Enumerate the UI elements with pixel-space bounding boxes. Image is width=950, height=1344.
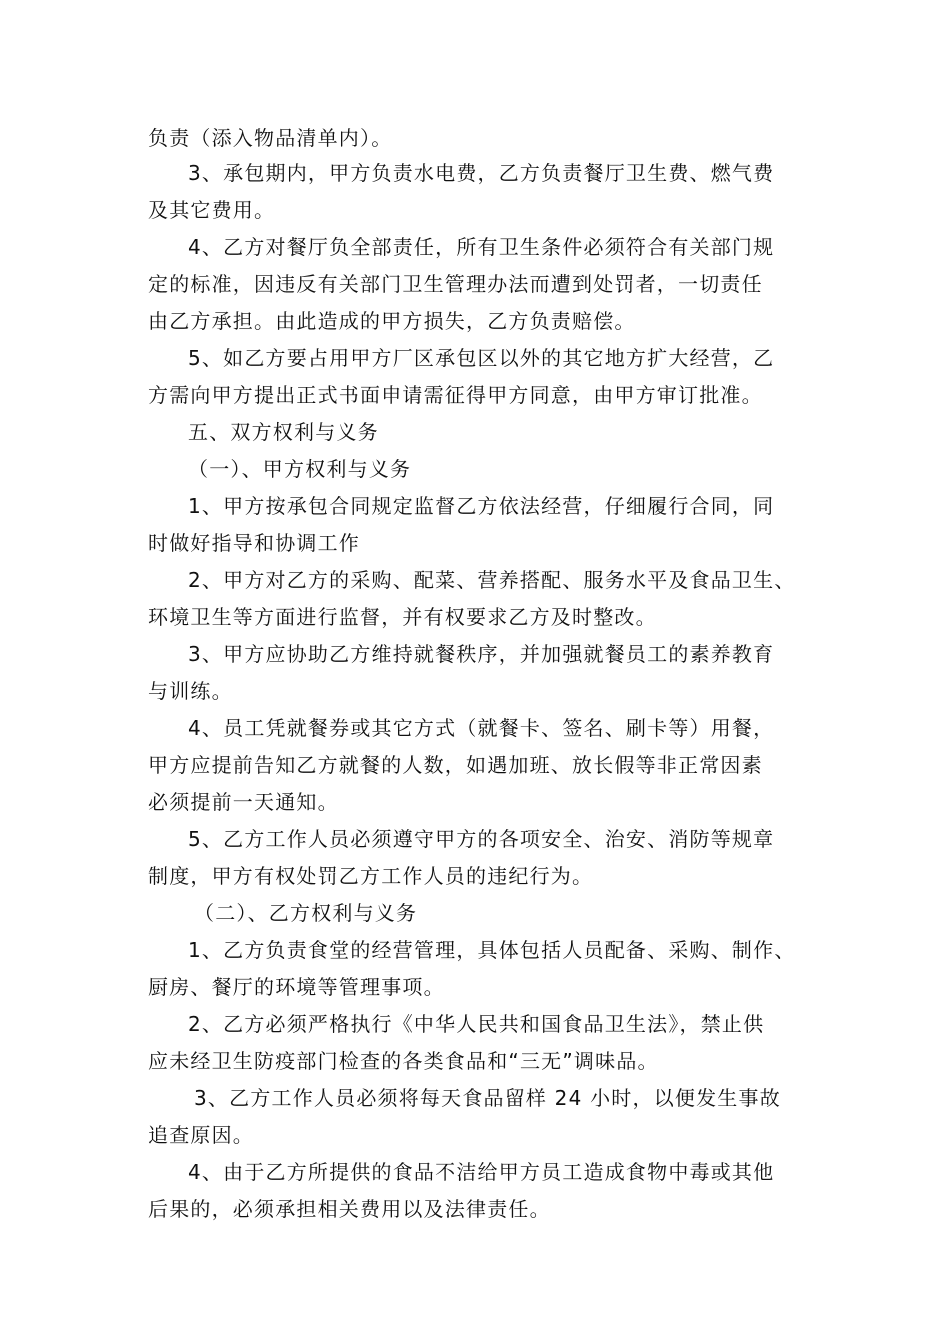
clause-5-line: 5、如乙方要占用甲方厂区承包区以外的其它地方扩大经营，乙	[188, 346, 775, 370]
paragraph-line: 应未经卫生防疫部门检查的各类食品和“三无”调味品。	[148, 1049, 659, 1073]
subsection-heading-party-b: （二）、乙方权利与义务	[194, 901, 418, 925]
paragraph-line: 环境卫生等方面进行监督，并有权要求乙方及时整改。	[148, 605, 657, 629]
paragraph-line: 及其它费用。	[148, 198, 276, 222]
paragraph-line: 追查原因。	[148, 1123, 254, 1147]
party-a-item-3: 3、甲方应协助乙方维持就餐秩序，并加强就餐员工的素养教育	[188, 642, 775, 666]
paragraph-line: 厨房、餐厅的环境等管理事项。	[148, 975, 445, 999]
paragraph-line: 时做好指导和协调工作	[148, 531, 360, 555]
party-a-item-5: 5、乙方工作人员必须遵守甲方的各项安全、治安、消防等规章	[188, 827, 775, 851]
paragraph-line: 后果的，必须承担相关费用以及法律责任。	[148, 1197, 551, 1221]
section-heading: 五、双方权利与义务	[188, 420, 379, 444]
paragraph-line: 与训练。	[148, 679, 233, 703]
paragraph-line: 由乙方承担。由此造成的甲方损失，乙方负责赔偿。	[148, 309, 636, 333]
paragraph-line: 甲方应提前告知乙方就餐的人数，如遇加班、放长假等非正常因素	[148, 753, 763, 777]
paragraph-line: 定的标准，因违反有关部门卫生管理办法而遭到处罚者，一切责任	[148, 272, 763, 296]
party-a-item-2: 2、甲方对乙方的采购、配菜、营养搭配、服务水平及食品卫生、	[188, 568, 796, 592]
paragraph-line: 方需向甲方提出正式书面申请需征得甲方同意，由甲方审订批准。	[148, 383, 763, 407]
paragraph-line: 必须提前一天通知。	[148, 790, 339, 814]
clause-4-line: 4、乙方对餐厅负全部责任，所有卫生条件必须符合有关部门规	[188, 235, 775, 259]
paragraph-line: 制度，甲方有权处罚乙方工作人员的违纪行为。	[148, 864, 594, 888]
party-a-item-1: 1、甲方按承包合同规定监督乙方依法经营，仔细履行合同，同	[188, 494, 775, 518]
subsection-heading-party-a: （一）、甲方权利与义务	[188, 457, 412, 481]
party-b-item-4: 4、由于乙方所提供的食品不洁给甲方员工造成食物中毒或其他	[188, 1160, 775, 1184]
party-a-item-4: 4、员工凭就餐券或其它方式（就餐卡、签名、刷卡等）用餐，	[188, 716, 775, 740]
party-b-item-2: 2、乙方必须严格执行《中华人民共和国食品卫生法》，禁止供	[188, 1012, 765, 1036]
party-b-item-1: 1、乙方负责食堂的经营管理，具体包括人员配备、采购、制作、	[188, 938, 796, 962]
clause-3-line: 3、承包期内，甲方负责水电费，乙方负责餐厅卫生费、燃气费	[188, 161, 775, 185]
paragraph-line: 负责（添入物品清单内）。	[148, 126, 393, 150]
party-b-item-3: 3、乙方工作人员必须将每天食品留样 24 小时，以便发生事故	[194, 1086, 781, 1110]
